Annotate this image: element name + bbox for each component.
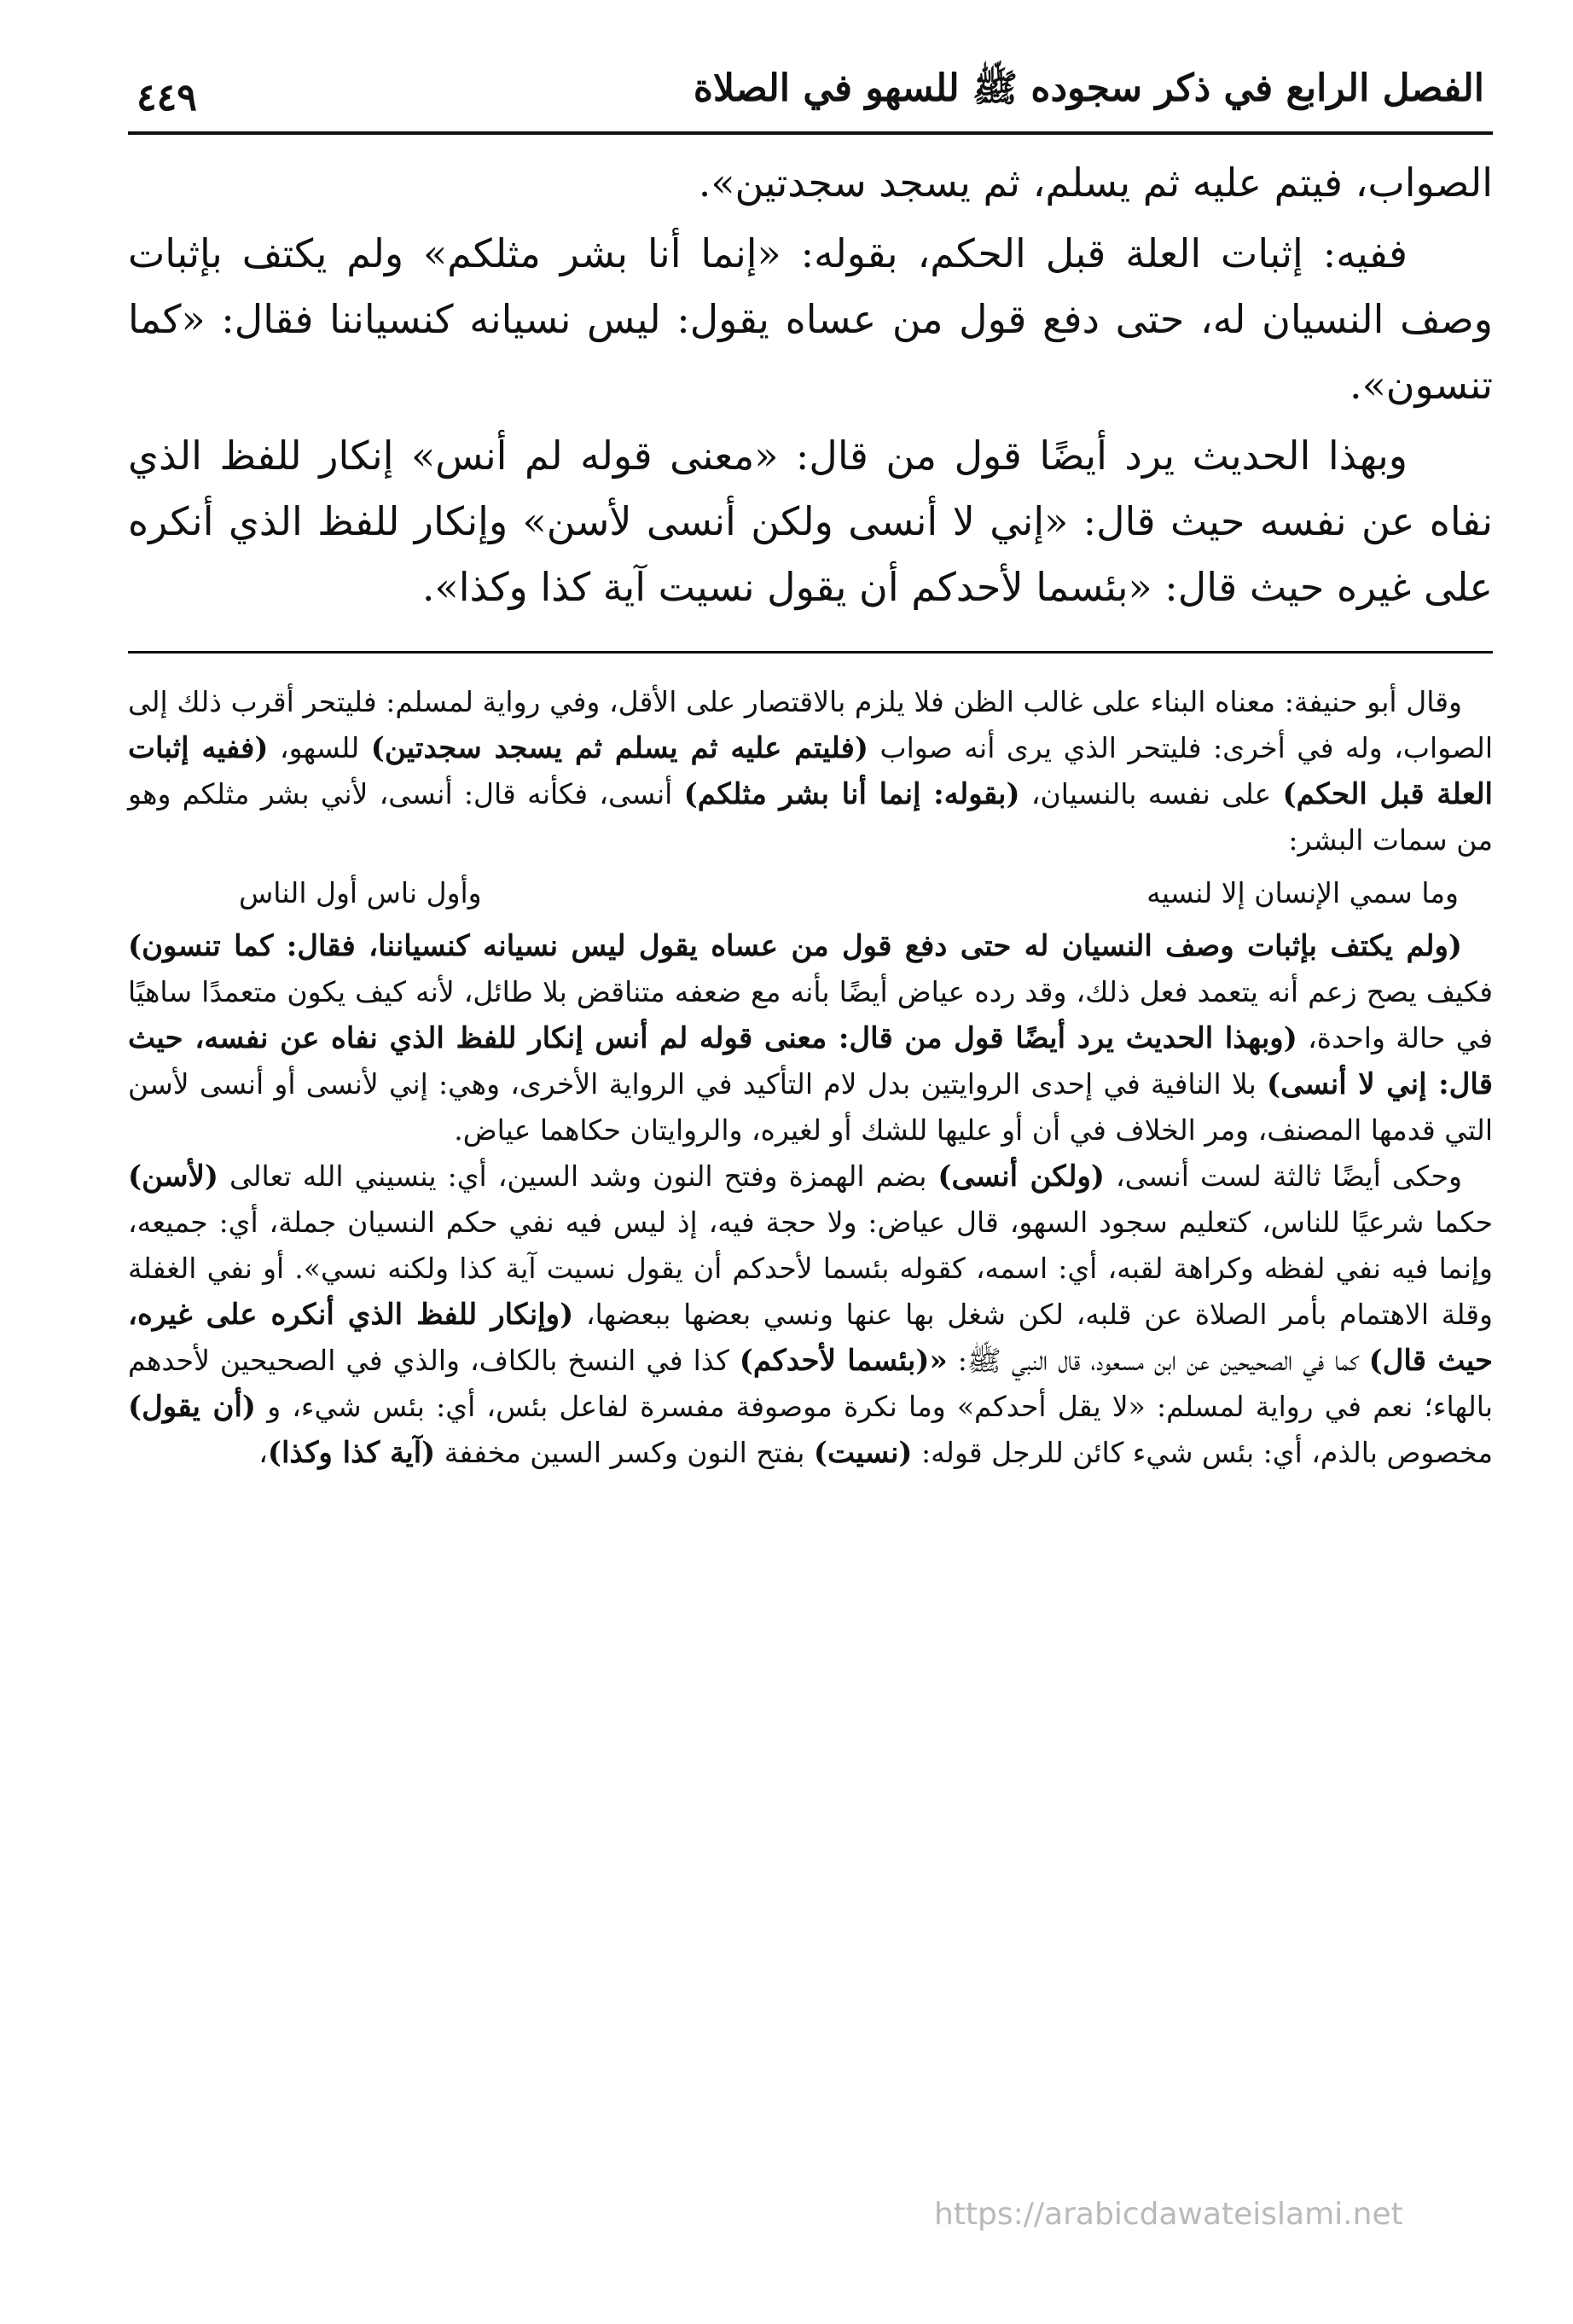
quoted-main-text: (وإنكار للفظ الذي أنكره على غيره، حيث قال) [128, 1298, 1494, 1378]
main-paragraph-3: وبهذا الحديث يرد أيضًا قول من قال: «معنى قوله لم أنس» إنكار للفظ الذي نفاه عن نفسه حيث قال: «إني لا أنسى ولكن أنسى لأسن» وإنكار للفظ الذي أنكره على غيره حيث قال: «بئسما لأحدكم أن يقول نسيت آية كذا وكذا». [128, 433, 1493, 610]
quoted-main-text: (فليتم عليه ثم يسلم ثم يسجد سجدتين) [370, 731, 869, 765]
verse-second-hemistich: وأول ناس أول الناس [239, 876, 482, 909]
watermark-url: https://arabicdawateislami.net [934, 2197, 1403, 2232]
main-text [128, 150, 1493, 620]
commentary-paragraph-1: وقال أبو حنيفة: معناه البناء على غالب الظن فلا يلزم بالاقتصار على الأقل، وفي رواية لمسلم: فليتحر أقرب ذلك إلى الصواب، وله في أخرى: فليتحر الذي يرى أنه صواب (فليتم عليه ثم يسلم ثم يسجد سجدتين) للسهو، (ففيه إثبات العلة قبل الحكم) على نفسه بالنسيان، (بقوله: إنما أنا بشر مثلكم) أنسى، فكأنه قال: أنسى، لأني بشر مثلكم وهو من سمات البشر: [128, 685, 1494, 857]
chapter-title: الفصل الرابع في ذكر سجوده ﷺ للسهو في الصلاة [693, 67, 1484, 110]
quoted-main-text: (ولكن أنسى) [937, 1159, 1105, 1194]
header-rule [128, 131, 1493, 135]
book-page [128, 51, 1493, 1476]
commentary [128, 679, 1493, 1476]
quoted-main-text: (آية كذا وكذا) [267, 1436, 436, 1470]
quoted-main-text: (ففيه إثبات العلة قبل الحكم) [128, 731, 1494, 811]
commentary-paragraph-2: (ولم يكتف بإثبات وصف النسيان له حتى دفع قول من عساه يقول ليس نسيانه كنسياننا، فقال: كما تنسون) فكيف يصح زعم أنه يتعمد فعل ذلك، وقد رده عياض أيضًا بأنه مع ضعفه متناقض بلا طائل، لأنه كيف يكون متعمدًا ساهيًا في حالة واحدة، (وبهذا الحديث يرد أيضًا قول من قال: معنى قوله لم أنس إنكار للفظ الذي نفاه عن نفسه، حيث قال: إني لا أنسى) بلا النافية في إحدى الروايتين بدل لام التأكيد في الرواية الأخرى، وهي: إني لأنسى أو أنسى لأسن التي قدمها المصنف، ومر الخلاف في أن أو عليها للشك أو لغيره، والروايتان حكاهما عياض. [128, 929, 1494, 1147]
quoted-main-text: «(بئسما لأحدكم) [739, 1344, 948, 1378]
commentary-paragraph-3: وحكى أيضًا ثالثة لست أنسى، (ولكن أنسى) بضم الهمزة وفتح النون وشد السين، أي: ينسيني الله تعالى (لأسن) حكما شرعيًا للناس، كتعليم سجود السهو، قال عياض: ولا حجة فيه، إذ ليس فيه نفي حكم النسيان جملة، أي: جميعه، وإنما فيه نفي لفظه وكراهة لقبه، أي: اسمه، كقوله بئسما لأحدكم أن يقول نسيت آية كذا ولكنه نسي». أو نفي الغفلة وقلة الاهتمام بأمر الصلاة عن قلبه، لكن شغل بها عنها ونسي بعضها ببعضها، (وإنكار للفظ الذي أنكره على غيره، حيث قال) كما في الصحيحين عن ابن مسعود، قال النبي ﷺ: «(بئسما لأحدكم) كذا في النسخ بالكاف، والذي في الصحيحين لأحدهم بالهاء؛ نعم في رواية لمسلم: «لا يقل أحدكم» وما نكرة موصوفة مفسرة لفاعل بئس، أي: بئس شيء، و (أن يقول) مخصوص بالذم، أي: بئس شيء كائن للرجل قوله: (نسيت) بفتح النون وكسر السين مخففة (آية كذا وكذا)، [128, 1159, 1494, 1470]
quoted-main-text: (بقوله: إنما أنا بشر مثلكم) [683, 777, 1020, 811]
quoted-main-text: (وبهذا الحديث يرد أيضًا قول من قال: معنى قوله لم أنس إنكار للفظ الذي نفاه عن نفسه، حيث قال: إني لا أنسى) [128, 1021, 1493, 1101]
quoted-main-text: (أن يقول) [128, 1390, 257, 1424]
running-header [128, 51, 1493, 119]
quoted-main-text: (ولم يكتف بإثبات وصف النسيان له حتى دفع قول من عساه يقول ليس نسيانه كنسياننا، فقال: كما تنسون) [128, 929, 1462, 963]
quoted-main-text: (نسيت) [813, 1436, 913, 1470]
main-paragraph-1: الصواب، فيتم عليه ثم يسلم، ثم يسجد سجدتين». [698, 160, 1493, 206]
quoted-main-text: (لأسن) [128, 1159, 218, 1194]
poetry-verse [128, 863, 1493, 923]
page-number: ٤٤٩ [136, 76, 197, 119]
commentary-divider [128, 651, 1493, 654]
main-paragraph-2: ففيه: إثبات العلة قبل الحكم، بقوله: «إنما أنا بشر مثلكم» ولم يكتف بإثبات وصف النسيان له، حتى دفع قول من عساه يقول: ليس نسيانه كنسياننا فقال: «كما تنسون». [128, 230, 1493, 408]
verse-first-hemistich: وما سمي الإنسان إلا لنسيه [1146, 876, 1459, 909]
